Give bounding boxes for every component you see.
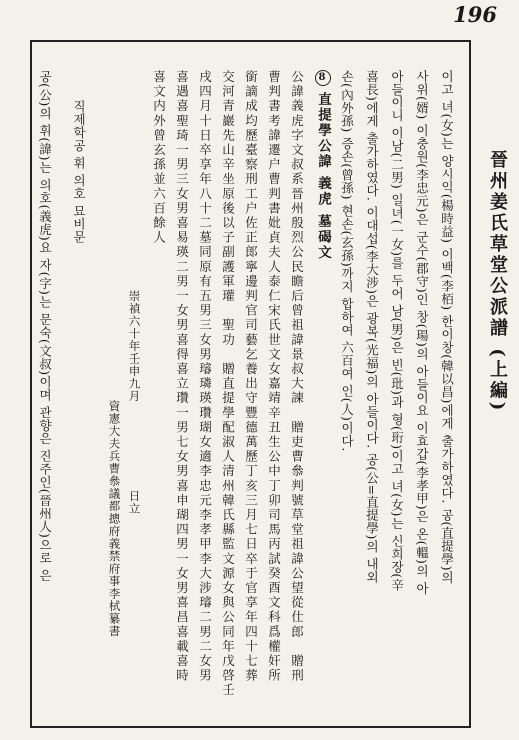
- korean-top-col-1: 이고 녀(女)는 양시익(楊時益) 이백(李栢) 한이창(韓以昌)에게 출가하였다. 공(直提學)의: [439, 70, 455, 585]
- korean-heading: 직제학공 휘 의호 묘비문: [71, 100, 87, 244]
- hanja-col-1: 公諱義虎字文叔系晉州殷烈公民瞻后曾祖諱景叔大諫 贈吏曹叅判號草堂祖諱公望從仕郎 贈刑: [289, 70, 305, 684]
- author-line: 資憲大夫兵曹叅議都摠府義禁府事李栻纂書: [107, 400, 122, 638]
- korean-top-col-3: 아들이니 이남(二男) 일녀(一女)를 두어 남(男)은 빈(玭)과 형(珩)이고 녀(女)는 신희장(辛: [389, 70, 405, 592]
- korean-bottom-col: 공(公)의 휘(諱)는 의호(義虎)요 자(字)는 문숙(文叔)이며 관향은 진주인(晉州人)으로 은: [37, 70, 53, 582]
- date-line: 崇禎六十年壬申九月 日立: [127, 290, 142, 515]
- section-number: 8: [315, 70, 331, 86]
- hanja-col-6: 喜遇喜聖琦一男三女男喜易瑛二男一女男喜得喜立瓚一男七女男喜申瑚四男一女男喜昌喜載喜時: [174, 70, 190, 684]
- korean-top-col-5: 손(內外孫) 증손(曾孫) 현손(玄孫)까지 합하여 六百여 인(人)이다.: [339, 70, 355, 452]
- hanja-col-4: 交河青巖先山辛坐原後以子副護軍瓘 聖功 贈直提學配淑人清州韓氏縣監文源女與公同年戊啓壬: [220, 70, 236, 698]
- side-title: 晉州姜氏草堂公派譜 (上編): [487, 150, 508, 414]
- hanja-col-2: 曹判書考諱遷户曹判書妣貞夫人泰仁宋氏世文女嘉靖辛丑生公中丁卯司馬丙試癸酉文科爲權奸所: [266, 70, 282, 684]
- korean-top-col-2: 사위(婿) 이충원(李忠元)은 군수(郡守)인 창(瑒)의 아들이요 이효갑(李孝甲)은 온(轀)의 아: [414, 70, 430, 595]
- korean-top-col-4: 喜長)에게 출가하였다. 이대섭(李大涉)은 광복(光福)의 아들이다. 공(公=直提學)의 내외: [364, 70, 380, 584]
- section-heading: [315, 70, 331, 260]
- hanja-col-7: 喜文内外曾玄孫並六百餘人: [151, 70, 167, 246]
- page-number: 196: [453, 2, 497, 27]
- hanja-col-5: 戌四月十日卒享年八十二墓同原有五男三女男璿璘瑛瓚瑚女適李忠元李孝甲李大涉璿二男二女男: [197, 70, 213, 684]
- section-title: 直提學公諱 義虎 墓碣文: [315, 92, 331, 261]
- hanja-col-3: 銜謫成均歷臺察刑工户佐正郎寧邊判官司藝乞養出守豐德萬歷丁亥三月七日卒于官享年四十七葬: [243, 70, 259, 684]
